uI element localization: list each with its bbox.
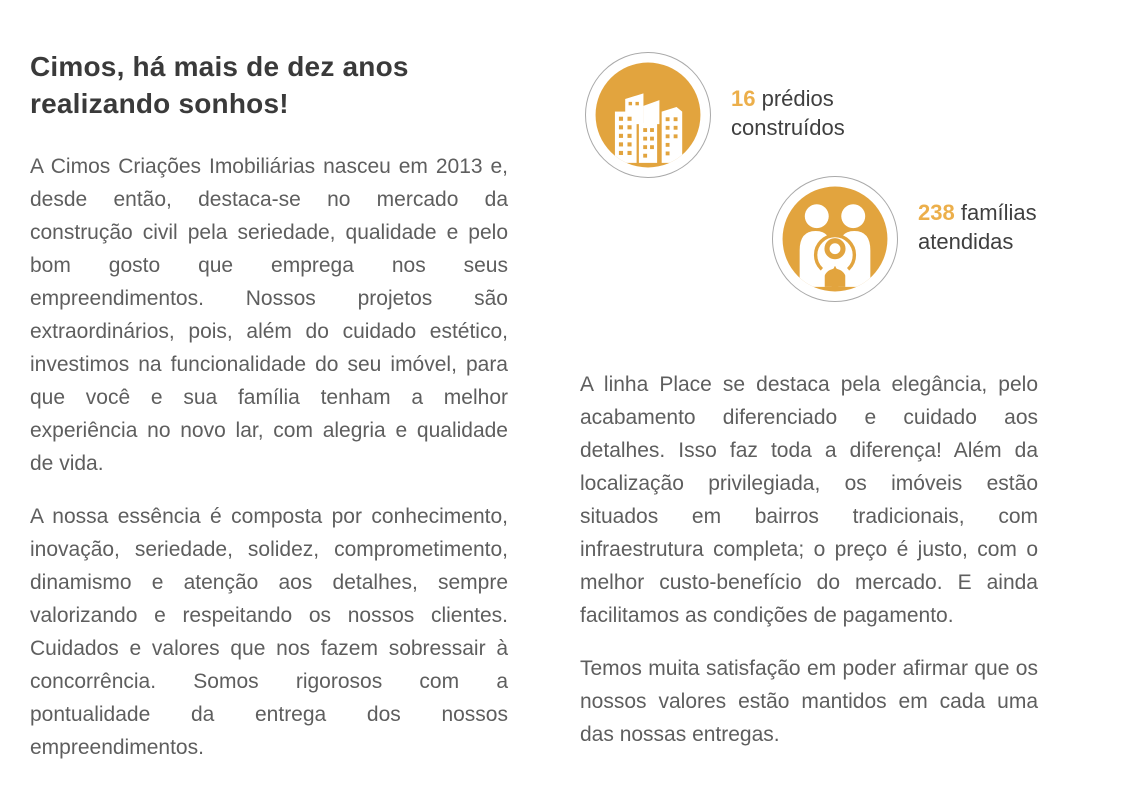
place-line-paragraph: A linha Place se destaca pela elegância, pelo acabamento diferenciado e cuidado aos detalhes. Isso faz toda a diferença! Além da localização privilegiada, os imóveis estão situados em bairros tradicionais, com infraestrutura completa; o preço é justo, com o melhor custo-benefício do mercado. E ainda facilitamos as condições de pagamento.: [580, 373, 1038, 627]
essence-paragraph: A nossa essência é composta por conhecimento, inovação, seriedade, solidez, comprometimento, dinamismo e atenção aos detalhes, sempre valorizando e respeitando os nossos clientes. Cuidados e valores que nos fazem sobressair à concorrência. Somos rigorosos com a pontualidade da entrega dos nossos empreendimentos.: [30, 505, 508, 759]
stat-buildings-value: 16: [731, 86, 756, 111]
left-column: [30, 150, 508, 764]
stat-buildings-text: [731, 84, 906, 178]
stat-buildings-label: prédios construídos: [731, 86, 845, 140]
page-title: Cimos, há mais de dez anos realizando sonhos!: [30, 51, 409, 119]
stat-families-label: famílias atendidas: [918, 200, 1037, 254]
family-icon: [772, 176, 898, 302]
right-column: [580, 368, 1038, 751]
stat-families-value: 238: [918, 200, 955, 225]
intro-paragraph: A Cimos Criações Imobiliárias nasceu em 2013 e, desde então, destaca-se no mercado da construção civil pela seriedade, qualidade e pelo bom gosto que emprega nos seus empreendimentos. Nossos projetos são extraordinários, pois, além do cuidado estético, investimos na funcionalidade do seu imóvel, para que você e sua família tenham a melhor experiência no novo lar, com alegria e qualidade de vida.: [30, 155, 508, 475]
stat-families-text: [918, 198, 1093, 302]
buildings-icon: [585, 52, 711, 178]
stat-families: [772, 176, 1093, 302]
stat-buildings: [585, 52, 906, 178]
values-paragraph: Temos muita satisfação em poder afirmar que os nossos valores estão mantidos em cada uma das nossas entregas.: [580, 657, 1038, 746]
